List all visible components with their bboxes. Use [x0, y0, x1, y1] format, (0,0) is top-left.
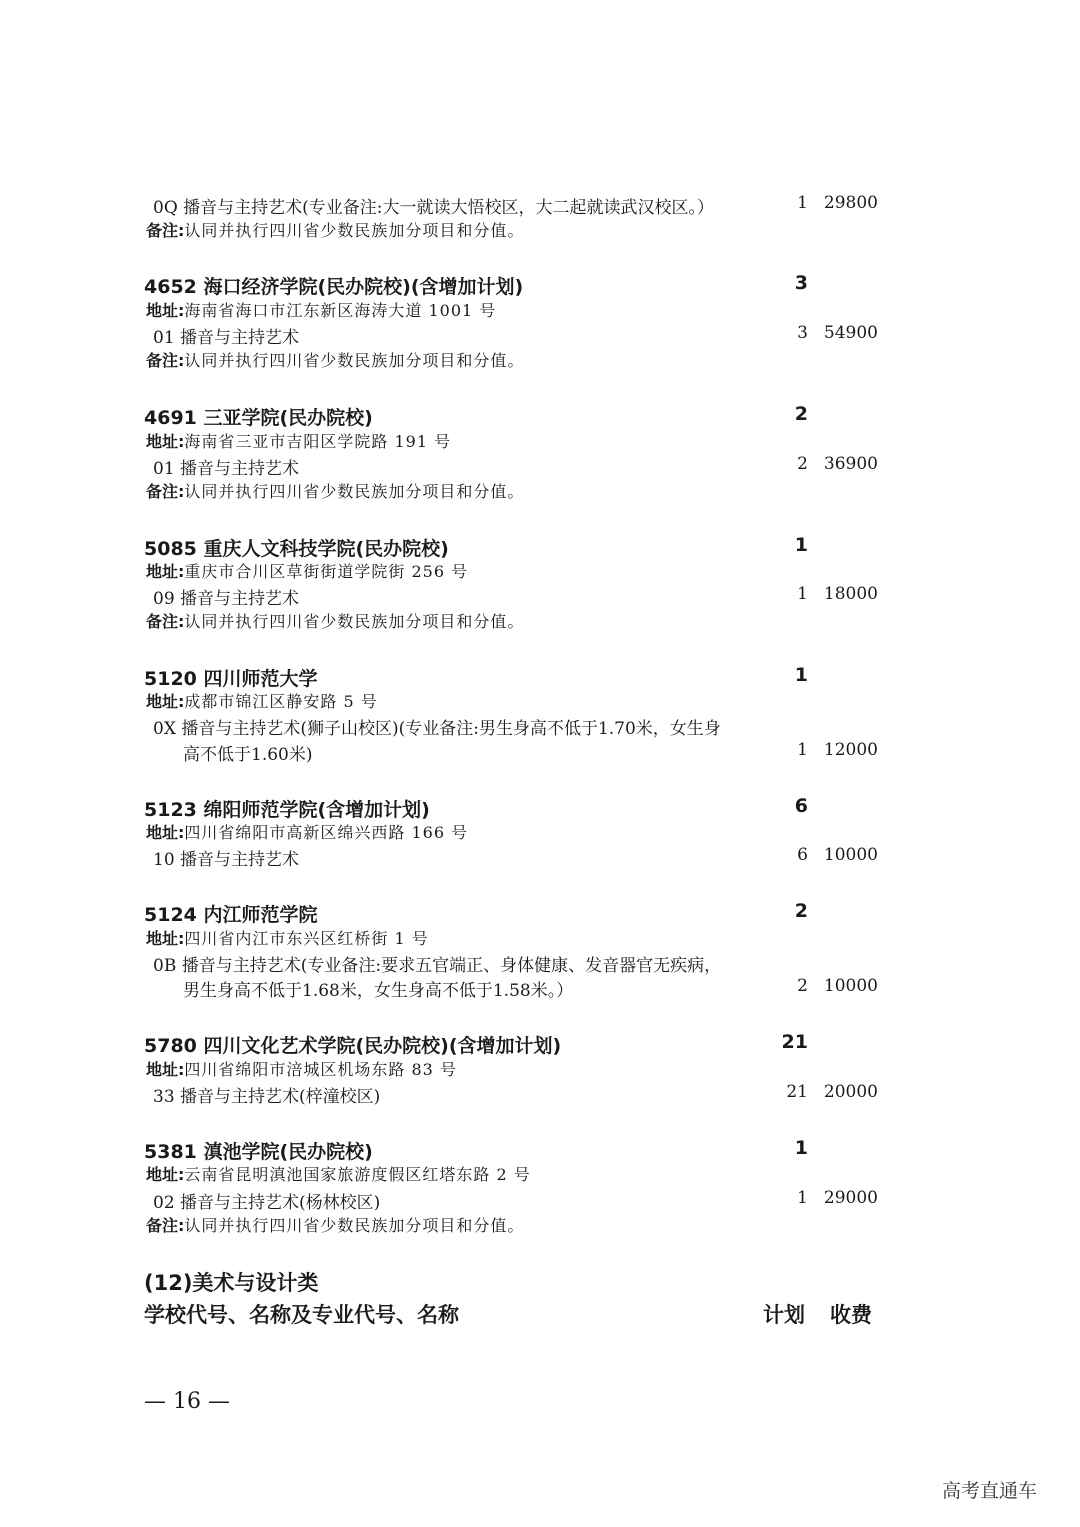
school-heading: 5124 内江师范学院 — [144, 904, 318, 926]
school-heading: 5123 绵阳师范学院(含增加计划) — [144, 799, 430, 821]
address-text: 四川省绵阳市高新区绵兴西路 166 号 — [184, 823, 469, 842]
address-row — [146, 1057, 457, 1080]
major-plan: 1 — [797, 740, 808, 760]
school-heading: 5120 四川师范大学 — [144, 668, 318, 690]
major-fee: 20000 — [823, 1082, 878, 1102]
major-plan: 1 — [797, 584, 808, 604]
school-plan: 21 — [781, 1031, 808, 1053]
major-line: 10 播音与主持艺术 — [153, 850, 300, 870]
note-row — [146, 609, 524, 632]
address-text: 云南省昆明滇池国家旅游度假区红塔东路 2 号 — [184, 1165, 531, 1184]
school-heading: 4652 海口经济学院(民办院校)(含增加计划) — [144, 276, 524, 298]
major-line: 33 播音与主持艺术(梓潼校区) — [153, 1087, 381, 1107]
major-line: 0B 播音与主持艺术(专业备注:要求五官端正、身体健康、发音器官无疾病， — [153, 956, 722, 976]
school-plan: 6 — [794, 795, 808, 817]
school-heading: 5381 滇池学院(民办院校) — [144, 1141, 373, 1163]
address-text: 海南省海口市江东新区海涛大道 1001 号 — [184, 301, 497, 320]
major-plan: 6 — [797, 845, 808, 865]
major-fee: 12000 — [823, 740, 878, 760]
major-line: 0X 播音与主持艺术(狮子山校区)(专业备注:男生身高不低于1.70米，女生身 — [153, 719, 721, 739]
note-row — [146, 479, 524, 502]
major-fee: 10000 — [823, 845, 878, 865]
address-label: 地址: — [146, 929, 185, 948]
note-row — [146, 218, 524, 241]
address-text: 成都市锦江区静安路 5 号 — [184, 692, 378, 711]
school-plan: 1 — [794, 1137, 808, 1159]
note-label: 备注: — [146, 482, 185, 501]
major-line: 01 播音与主持艺术 — [153, 459, 300, 479]
major-plan: 2 — [797, 454, 808, 474]
column-header-plan: 计划 — [763, 1303, 805, 1327]
major-plan: 1 — [797, 1188, 808, 1208]
watermark: 高考直通车 — [942, 1480, 1038, 1502]
major-line: 0Q 播音与主持艺术(专业备注:大一就读大悟校区，大二起就读武汉校区。） — [153, 198, 715, 218]
address-row — [146, 298, 496, 321]
address-label: 地址: — [146, 1060, 185, 1079]
school-plan: 2 — [794, 403, 808, 425]
major-plan: 3 — [797, 323, 808, 343]
note-label: 备注: — [146, 351, 185, 370]
note-row — [146, 1213, 524, 1236]
major-fee: 29000 — [823, 1188, 878, 1208]
address-text: 四川省绵阳市涪城区机场东路 83 号 — [184, 1060, 457, 1079]
note-text: 认同并执行四川省少数民族加分项目和分值。 — [184, 351, 525, 370]
address-text: 四川省内江市东兴区红桥街 1 号 — [184, 929, 429, 948]
section-title: (12)美术与设计类 — [144, 1271, 319, 1295]
address-label: 地址: — [146, 432, 185, 451]
address-row — [146, 1162, 531, 1185]
address-label: 地址: — [146, 823, 185, 842]
note-text: 认同并执行四川省少数民族加分项目和分值。 — [184, 482, 525, 501]
note-text: 认同并执行四川省少数民族加分项目和分值。 — [184, 1216, 525, 1235]
school-heading: 4691 三亚学院(民办院校) — [144, 407, 373, 429]
column-header-name: 学校代号、名称及专业代号、名称 — [144, 1303, 459, 1327]
address-label: 地址: — [146, 692, 185, 711]
major-plan: 21 — [786, 1082, 808, 1102]
major-fee: 10000 — [823, 976, 878, 996]
major-line: 01 播音与主持艺术 — [153, 328, 300, 348]
major-fee: 36900 — [823, 454, 878, 474]
major-line: 02 播音与主持艺术(杨林校区) — [153, 1193, 381, 1213]
address-label: 地址: — [146, 1165, 185, 1184]
school-plan: 1 — [794, 664, 808, 686]
note-text: 认同并执行四川省少数民族加分项目和分值。 — [184, 612, 525, 631]
major-fee: 54900 — [823, 323, 878, 343]
address-text: 重庆市合川区草街街道学院街 256 号 — [184, 562, 469, 581]
major-line-continued: 男生身高不低于1.68米，女生身高不低于1.58米。） — [183, 981, 574, 1001]
school-plan: 1 — [794, 534, 808, 556]
school-plan: 3 — [794, 272, 808, 294]
note-label: 备注: — [146, 1216, 185, 1235]
note-text: 认同并执行四川省少数民族加分项目和分值。 — [184, 221, 525, 240]
address-row — [146, 559, 468, 582]
column-header-fee: 收费 — [830, 1303, 872, 1327]
major-fee: 29800 — [823, 193, 878, 213]
address-row — [146, 820, 468, 843]
address-label: 地址: — [146, 562, 185, 581]
school-heading: 5780 四川文化艺术学院(民办院校)(含增加计划) — [144, 1035, 562, 1057]
address-row — [146, 926, 429, 949]
address-label: 地址: — [146, 301, 185, 320]
school-heading: 5085 重庆人文科技学院(民办院校) — [144, 538, 449, 560]
major-fee: 18000 — [823, 584, 878, 604]
address-row — [146, 429, 451, 452]
address-text: 海南省三亚市吉阳区学院路 191 号 — [184, 432, 452, 451]
major-plan: 1 — [797, 193, 808, 213]
major-line-continued: 高不低于1.60米) — [183, 745, 313, 765]
note-label: 备注: — [146, 221, 185, 240]
major-plan: 2 — [797, 976, 808, 996]
address-row — [146, 689, 378, 712]
major-line: 09 播音与主持艺术 — [153, 589, 300, 609]
page-number: — 16 — — [144, 1389, 230, 1414]
note-row — [146, 348, 524, 371]
school-plan: 2 — [794, 900, 808, 922]
note-label: 备注: — [146, 612, 185, 631]
